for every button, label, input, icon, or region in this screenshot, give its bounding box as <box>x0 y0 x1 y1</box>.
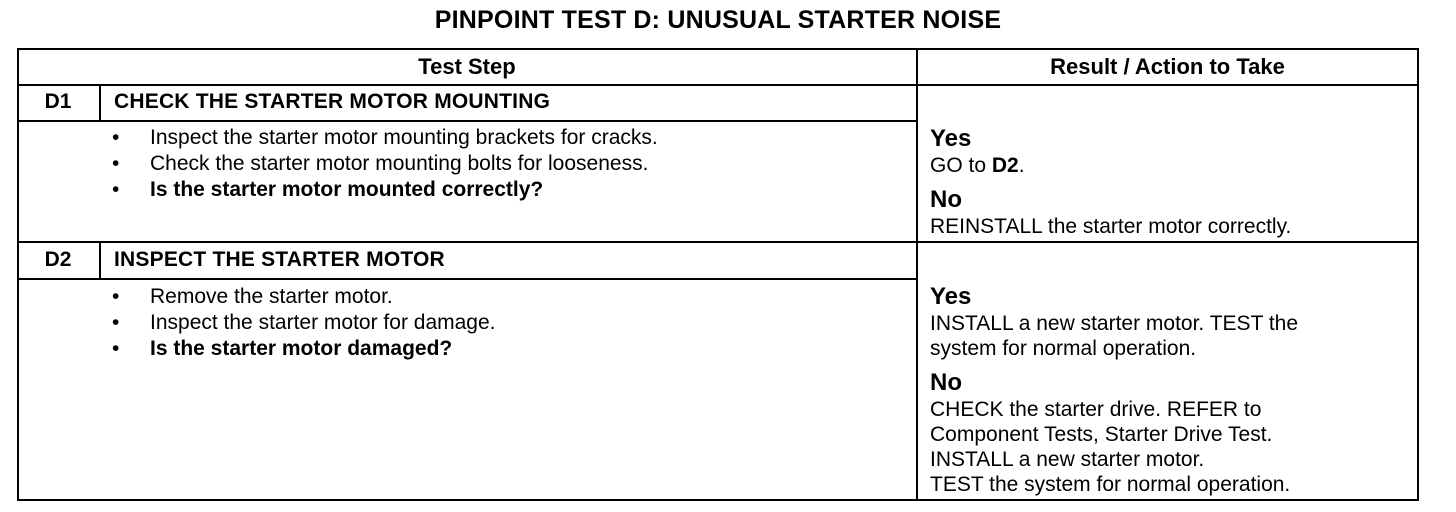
step-d1-id-divider <box>99 86 101 121</box>
step-d2-yes-line: system for normal operation. <box>930 337 1197 360</box>
step-d1-yes-ref: D2 <box>991 154 1019 177</box>
header-test-step: Test Step <box>418 54 516 79</box>
step-d2-heading: INSPECT THE STARTER MOTOR <box>114 248 445 271</box>
step-d2-no-line: CHECK the starter drive. REFER to <box>930 398 1262 421</box>
step-d1-heading: CHECK THE STARTER MOTOR MOUNTING <box>114 90 551 113</box>
step-d2-yes-label: Yes <box>930 283 972 310</box>
step-d1-yes-text: GO to <box>930 154 987 177</box>
step-d1-bullet: • Inspect the starter motor mounting brackets for cracks. <box>112 125 658 151</box>
step-divider <box>17 241 1419 243</box>
column-divider <box>916 48 918 501</box>
step-d1-yes-action <box>930 153 1410 178</box>
header-result: Result / Action to Take <box>1050 54 1285 79</box>
step-d1-bullet: • Check the starter motor mounting bolts for looseness. <box>112 151 658 177</box>
step-d2-no-line: Component Tests, Starter Drive Test. <box>930 423 1273 446</box>
step-d1-result <box>930 125 1410 239</box>
step-d2-question: • Is the starter motor damaged? <box>112 336 496 362</box>
step-d2-result <box>930 283 1410 497</box>
step-d1-yes-end: . <box>1018 154 1025 177</box>
step-d1-no-label: No <box>930 186 962 213</box>
step-d2-bullets <box>112 284 496 362</box>
step-d2-heading-underline <box>17 278 917 280</box>
step-d2-no-line: INSTALL a new starter motor. <box>930 448 1205 471</box>
step-d2-id: D2 <box>44 248 72 271</box>
step-d1-yes-label: Yes <box>930 125 972 152</box>
step-d2-no-line: TEST the system for normal operation. <box>930 473 1291 496</box>
step-d1-question: • Is the starter motor mounted correctly? <box>112 177 658 203</box>
step-d1-id: D1 <box>44 90 72 113</box>
step-d2-no-label: No <box>930 369 962 396</box>
step-d2-bullet: • Inspect the starter motor for damage. <box>112 310 496 336</box>
step-d2-yes-line: INSTALL a new starter motor. TEST the <box>930 312 1299 335</box>
step-d1-no-action: REINSTALL the starter motor correctly. <box>930 215 1292 238</box>
step-d1-heading-underline <box>17 120 917 122</box>
step-d2-bullet: • Remove the starter motor. <box>112 284 496 310</box>
step-d2-id-divider <box>99 243 101 279</box>
page-title: PINPOINT TEST D: UNUSUAL STARTER NOISE <box>434 6 1002 34</box>
step-d1-bullets <box>112 125 658 203</box>
